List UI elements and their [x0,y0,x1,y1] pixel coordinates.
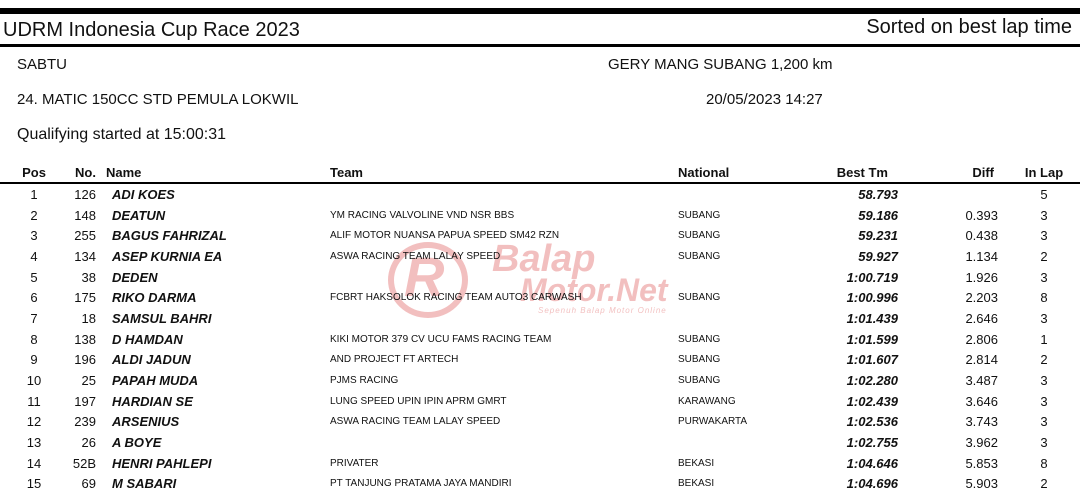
watermark-line1: Balap [492,238,596,280]
table-row [0,225,1080,246]
cell-number: 196 [74,352,96,368]
cell-pos: 11 [27,393,41,409]
col-header-diff: Diff [900,162,1000,183]
cell-number: 26 [81,435,96,451]
cell-diff: 1.134 [965,248,998,264]
cell-rider-name: DEATUN [112,207,166,223]
cell-national: BEKASI [678,478,715,490]
cell-in-lap: 2 [1040,248,1048,264]
cell-number: 138 [74,331,96,347]
cell-rider-name: D HAMDAN [112,331,183,347]
cell-best-time: 1:00.719 [846,269,898,285]
cell-number: 175 [74,290,96,306]
watermark-line2: Motor.Net [520,272,668,308]
cell-national: BEKASI [678,457,715,469]
cell-rider-name: ARSENIUS [112,414,180,430]
cell-number: 18 [81,310,96,326]
cell-national [674,183,820,205]
event-day: SABTU [17,56,68,73]
cell-in-lap: 3 [1040,207,1048,223]
cell-team: AND PROJECT FT ARTECH [330,354,459,366]
cell-rider-name: PAPAH MUDA [112,373,199,389]
cell-national: PURWAKARTA [678,416,748,428]
table-row [0,267,1080,288]
cell-number: 69 [81,476,96,492]
cell-diff: 0.438 [965,228,998,244]
cell-national [674,308,820,329]
cell-pos: 12 [26,414,42,430]
cell-national: SUBANG [678,354,721,366]
cell-national [674,432,820,453]
cell-in-lap: 3 [1040,310,1048,326]
results-body [0,183,1080,494]
cell-best-time: 1:01.439 [846,310,898,326]
cell-pos: 2 [30,207,38,223]
cell-pos: 1 [30,186,38,202]
table-row [0,391,1080,412]
col-header-team: Team [326,162,674,183]
cell-best-time: 1:02.280 [846,373,898,389]
cell-best-time: 59.186 [858,207,898,223]
event-datetime: 20/05/2023 14:27 [706,91,823,108]
cell-team: PRIVATER [330,457,379,469]
cell-team: PT TANJUNG PRATAMA JAYA MANDIRI [330,478,512,490]
session-info: Qualifying started at 15:00:31 [17,126,227,143]
cell-best-time: 1:01.599 [846,331,898,347]
cell-diff: 2.646 [965,310,998,326]
race-class: 24. MATIC 150CC STD PEMULA LOKWIL [17,91,299,108]
table-header-row [0,162,1080,183]
cell-national: KARAWANG [678,395,736,407]
cell-pos: 13 [26,435,42,451]
cell-best-time: 1:02.755 [846,435,898,451]
cell-number: 52B [72,455,96,471]
cell-national: SUBANG [678,250,721,262]
table-row [0,370,1080,391]
cell-best-time: 1:01.607 [846,352,898,368]
cell-team: ASWA RACING TEAM LALAY SPEED [330,250,501,262]
cell-best-time: 59.231 [858,228,898,244]
cell-rider-name: RIKO DARMA [112,290,197,306]
cell-best-time: 1:02.439 [846,393,898,409]
cell-team: YM RACING VALVOLINE VND NSR BBS [330,209,515,221]
cell-team: KIKI MOTOR 379 CV UCU FAMS RACING TEAM [330,333,552,345]
cell-pos: 6 [30,290,38,306]
table-row [0,287,1080,308]
cell-pos: 4 [30,248,38,264]
cell-national: SUBANG [678,375,721,387]
col-header-best-time: Best Tm [820,162,900,183]
cell-in-lap: 3 [1040,228,1048,244]
cell-diff: 3.646 [965,393,998,409]
cell-number: 197 [74,393,96,409]
cell-pos: 3 [30,228,38,244]
watermark-tagline: Sepenuh Balap Motor Online [538,306,667,315]
table-row [0,183,1080,205]
cell-team [326,267,674,288]
cell-rider-name: A BOYE [112,435,162,451]
cell-pos: 14 [26,455,42,471]
table-row [0,350,1080,371]
cell-team [326,432,674,453]
results-table [0,162,1080,494]
table-row [0,474,1080,495]
cell-pos: 9 [30,352,38,368]
cell-pos: 7 [30,310,38,326]
cell-diff: 3.743 [965,414,998,430]
watermark-logo-letter: R [404,245,445,308]
cell-best-time: 1:04.696 [846,476,898,492]
cell-team [326,183,674,205]
cell-diff: 5.853 [965,455,998,471]
cell-team [326,308,674,329]
cell-diff: 2.203 [965,290,998,306]
cell-diff: 3.487 [965,373,998,389]
cell-rider-name: ASEP KURNIA EA [112,248,223,264]
cell-rider-name: HENRI PAHLEPI [112,455,212,471]
cell-rider-name: DEDEN [112,269,158,285]
cell-in-lap: 8 [1040,455,1048,471]
sort-note: Sorted on best lap time [866,16,1072,38]
cell-in-lap: 3 [1040,373,1048,389]
header-bottom-rule [0,44,1080,47]
header-top-rule [0,8,1080,14]
cell-in-lap: 1 [1040,331,1048,347]
cell-national [674,267,820,288]
cell-number: 25 [81,373,96,389]
col-header-in-lap: In Lap [1000,162,1080,183]
track-info: GERY MANG SUBANG 1,200 km [608,56,833,73]
cell-best-time: 59.927 [858,248,898,264]
cell-team: PJMS RACING [330,375,399,387]
table-row [0,329,1080,350]
cell-rider-name: HARDIAN SE [112,393,193,409]
col-header-name: Name [102,162,326,183]
cell-diff: 3.962 [965,435,998,451]
cell-rider-name: ADI KOES [112,186,175,202]
cell-in-lap: 3 [1040,393,1048,409]
cell-best-time: 58.793 [858,186,898,202]
col-header-pos: Pos [0,162,68,183]
table-row [0,308,1080,329]
cell-number: 239 [74,414,96,430]
cell-number: 134 [74,248,96,264]
cell-in-lap: 5 [1040,186,1048,202]
cell-diff [900,183,1000,205]
col-header-national: National [674,162,820,183]
cell-team: LUNG SPEED UPIN IPIN APRM GMRT [330,395,507,407]
cell-number: 126 [74,186,96,202]
cell-national: SUBANG [678,209,721,221]
cell-diff: 2.814 [965,352,998,368]
cell-in-lap: 2 [1040,352,1048,368]
table-row [0,412,1080,433]
cell-diff: 2.806 [965,331,998,347]
cell-in-lap: 3 [1040,414,1048,430]
cell-pos: 15 [26,476,42,492]
cell-diff: 1.926 [965,269,998,285]
cell-national: SUBANG [678,230,721,242]
cell-team: FCBRT HAKSOLOK RACING TEAM AUTO3 CARWASH [330,292,582,304]
cell-in-lap: 3 [1040,269,1048,285]
cell-rider-name: SAMSUL BAHRI [112,310,212,326]
cell-diff: 0.393 [965,207,998,223]
cell-number: 255 [74,228,96,244]
table-row [0,432,1080,453]
cell-in-lap: 2 [1040,476,1048,492]
cell-rider-name: M SABARI [112,476,177,492]
cell-team: ALIF MOTOR NUANSA PAPUA SPEED SM42 RZN [330,230,560,242]
cell-number: 38 [81,269,96,285]
cell-rider-name: BAGUS FAHRIZAL [112,228,227,244]
cell-in-lap: 8 [1040,290,1048,306]
table-row [0,205,1080,226]
page-title: UDRM Indonesia Cup Race 2023 [3,19,300,41]
cell-in-lap: 3 [1040,435,1048,451]
cell-national: SUBANG [678,292,721,304]
cell-rider-name: ALDI JADUN [112,352,191,368]
cell-best-time: 1:00.996 [846,290,898,306]
cell-team: ASWA RACING TEAM LALAY SPEED [330,416,501,428]
cell-diff: 5.903 [965,476,998,492]
cell-national: SUBANG [678,333,721,345]
cell-pos: 10 [26,373,42,389]
table-row [0,453,1080,474]
cell-number: 148 [74,207,96,223]
cell-best-time: 1:04.646 [846,455,898,471]
cell-pos: 8 [30,331,38,347]
table-row [0,246,1080,267]
cell-pos: 5 [30,269,38,285]
col-header-no: No. [68,162,102,183]
cell-best-time: 1:02.536 [846,414,898,430]
